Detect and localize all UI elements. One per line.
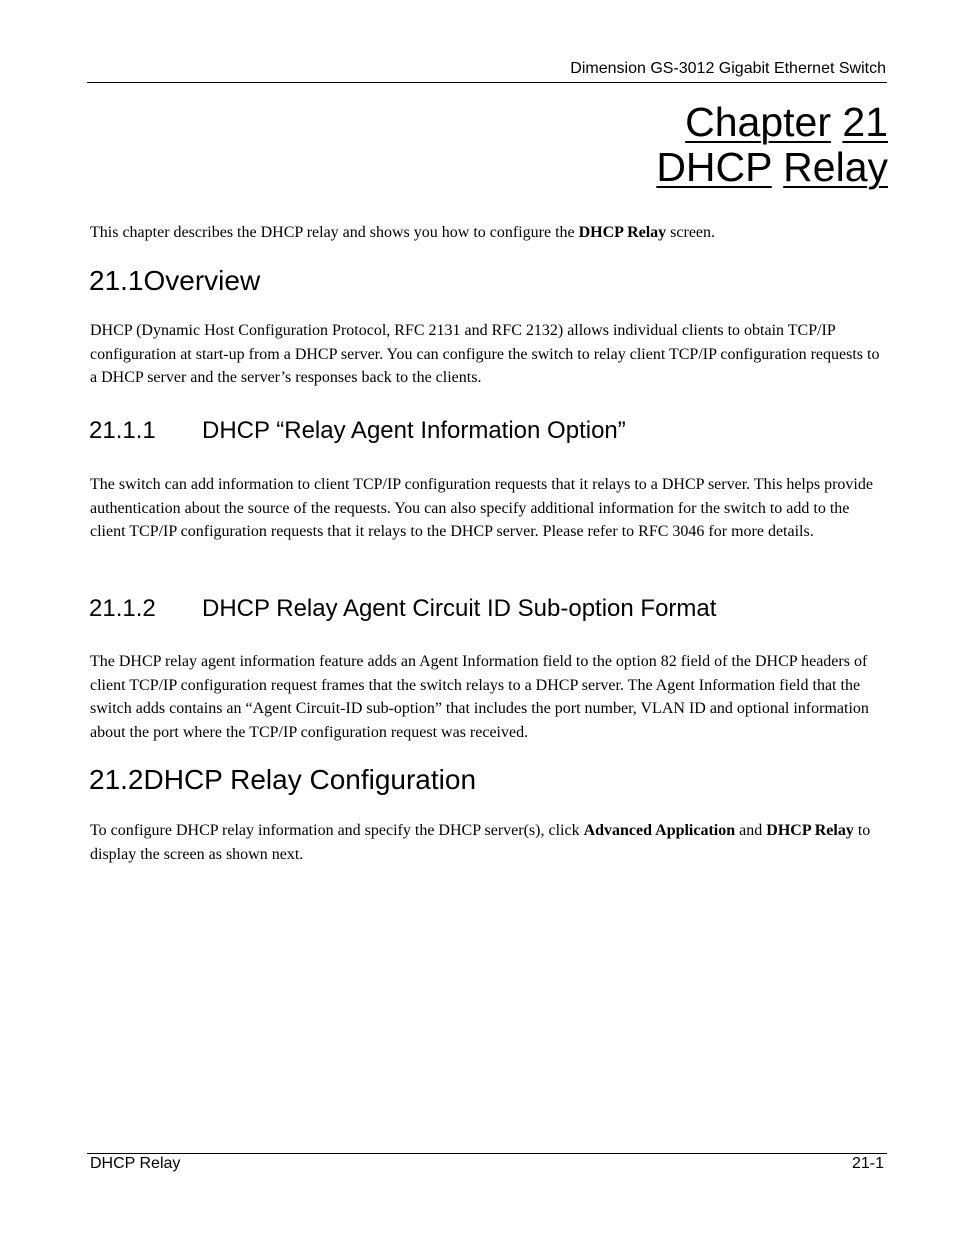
advanced-application-bold: Advanced Application bbox=[583, 822, 736, 839]
circuit-paragraph: The DHCP relay agent information feature adds an Agent Information field to the option 82 field of the DHCP headers of client TCP/IP configuration request frames that the switch relays to a DHCP server. The Agent Information field that the switch adds contains an “Agent Circuit-ID sub-option” that includes the port number, VLAN ID and optional information about the port where the TCP/IP configuration request was received. bbox=[90, 653, 869, 741]
section-heading-option: 21.1.1 DHCP “Relay Agent Information Option” bbox=[89, 417, 626, 444]
option-paragraph: The switch can add information to client TCP/IP configuration requests that it relays to a DHCP server. This helps provide authentication about the source of the requests. You can also specify additional information for the switch to add to the client TCP/IP configuration requests that it relays to the DHCP server. Please refer to RFC 3046 for more details. bbox=[90, 476, 873, 540]
section-heading-circuit: 21.1.2 DHCP Relay Agent Circuit ID Sub-option Format bbox=[89, 595, 717, 622]
dhcp-relay-bold: DHCP Relay bbox=[766, 822, 854, 839]
running-header: Dimension GS-3012 Gigabit Ethernet Switch bbox=[570, 60, 886, 77]
intro-paragraph: This chapter describes the DHCP relay and shows you how to configure the DHCP Relay screen. bbox=[90, 224, 716, 241]
footer-chapter-name: DHCP Relay bbox=[90, 1155, 181, 1172]
section-heading-config: 21.2DHCP Relay Configuration bbox=[89, 764, 477, 795]
chapter-number: 21 bbox=[842, 99, 888, 145]
intro-bold: DHCP Relay bbox=[578, 224, 667, 241]
footer-page-number: 21-1 bbox=[851, 1155, 884, 1172]
overview-paragraph: DHCP (Dynamic Host Configuration Protocol, RFC 2131 and RFC 2132) allows individual clients to obtain TCP/IP configuration at start-up from a DHCP server. You can configure the switch to relay client TCP/IP configuration requests to a DHCP server and the server’s responses back to the clients. bbox=[90, 322, 880, 386]
section-heading-overview: 21.1Overview bbox=[89, 265, 261, 296]
header-rule bbox=[87, 82, 887, 83]
footer-rule bbox=[87, 1153, 887, 1154]
chapter-word: Chapter bbox=[685, 99, 831, 145]
config-paragraph: To configure DHCP relay information and specify the DHCP server(s), click Advanced Application and DHCP Relay to display the screen as shown next. bbox=[90, 822, 871, 863]
chapter-title-word2: Relay bbox=[783, 144, 888, 190]
chapter-title-word1: DHCP bbox=[656, 144, 772, 190]
chapter-title bbox=[656, 100, 888, 190]
